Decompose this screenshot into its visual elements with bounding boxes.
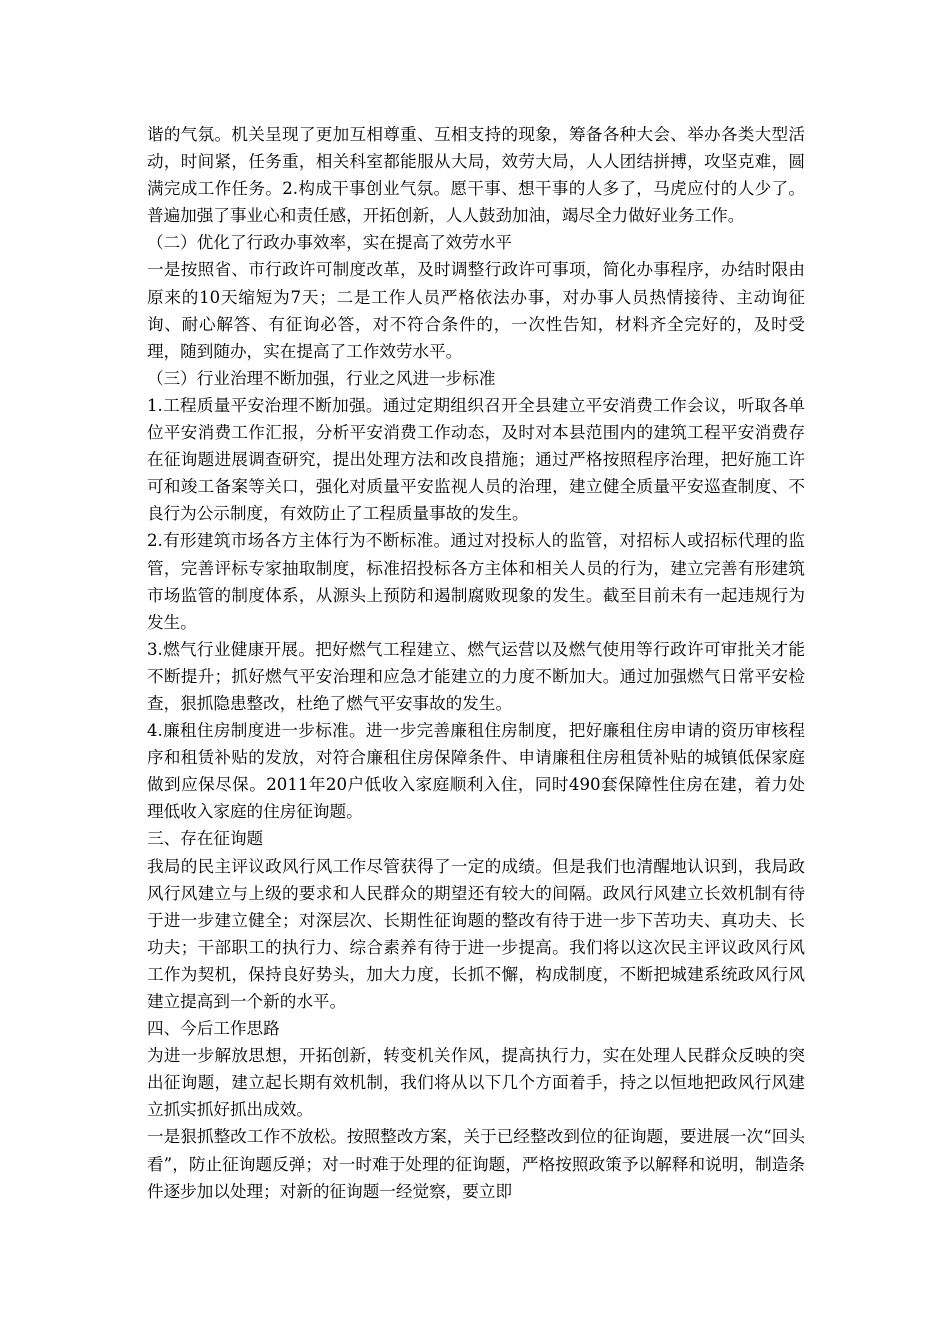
document-page [147,121,805,1205]
section-heading-industry: （三）行业治理不断加强，行业之风进一步标准 [147,368,496,388]
section-heading-future-work: 四、今后工作思路 [147,1019,280,1039]
paragraph-low-rent-housing: 4.廉租住房制度进一步标准。进一步完善廉租住房制度，把好廉租住房申请的资历审核程序和租赁补贴的发放，对符合廉租住房保障条件、申请廉租住房租赁补贴的城镇低保家庭做到应保尽保。2011年20户低收入家庭顺利入住，同时490套保障性住房在建，着力处理低收入家庭的住房征询题。 [147,721,805,822]
paragraph-problems: 我局的民主评议政风行风工作尽管获得了一定的成绩。但是我们也清醒地认识到，我局政风行风建立与上级的要求和人民群众的期望还有较大的间隔。政风行风建立长效机制有待于进一步建立健全；对深层次、长期性征询题的整改有待于进一步下苦功夫、真功夫、长功夫；干部职工的执行力、综合素养有待于进一步提高。我们将以这次民主评议政风行风工作为契机，保持良好势头，加大力度，长抓不懈，构成制度，不断把城建系统政风行风建立提高到一个新的水平。 [147,856,805,1011]
paragraph-quality-safety: 1.工程质量平安治理不断加强。通过定期组织召开全县建立平安消费工作会议，听取各单位平安消费工作汇报，分析平安消费工作动态，及时对本县范围内的建筑工程平安消费存在征询题进展调查研究，提出处理方法和改良措施；通过严格按照程序治理，把好施工许可和竣工备案等关口，强化对质量平安监视人员的治理，建立健全质量平安巡查制度、不良行为公示制度，有效防止了工程质量事故的发生。 [147,395,805,524]
section-heading-problems: 三、存在征询题 [147,829,264,849]
paragraph-construction-market: 2.有形建筑市场各方主体行为不断标准。通过对投标人的监管，对招标人或招标代理的监管，完善评标专家抽取制度，标准招投标各方主体和相关人员的行为，建立完善有形建筑市场监管的制度体系，从源头上预防和遏制腐败现象的发生。截至目前未有一起违规行为发生。 [147,531,805,632]
section-heading-efficiency: （二）优化了行政办事效率，实在提高了效劳水平 [147,233,513,253]
paragraph-gas-industry: 3.燃气行业健康开展。把好燃气工程建立、燃气运营以及燃气使用等行政许可审批关才能不断提升；抓好燃气平安治理和应急才能建立的力度不断加大。通过加强燃气日常平安检查，狠抓隐患整改，杜绝了燃气平安事故的发生。 [147,639,805,713]
paragraph-efficiency: 一是按照省、市行政许可制度改革，及时调整行政许可事项，简化办事程序，办结时限由原来的10天缩短为7天；二是工作人员严格依法办事，对办事人员热情接待、主动询征询、耐心解答、有征询必答，对不符合条件的，一次性告知，材料齐全完好的，及时受理，随到随办，实在提高了工作效劳水平。 [147,260,805,361]
paragraph-rectification: 一是狠抓整改工作不放松。按照整改方案，关于已经整改到位的征询题，要进展一次“回头看”，防止征询题反弹；对一时难于处理的征询题，严格按照政策予以解释和说明，制造条件逐步加以处理；对新的征询题一经觉察，要立即 [147,1127,805,1201]
paragraph-continuation: 谐的气氛。机关呈现了更加互相尊重、互相支持的现象，筹备各种大会、举办各类大型活动，时间紧，任务重，相关科室都能服从大局，效劳大局，人人团结拼搏，攻坚克难，圆满完成工作任务。2.构成干事创业气氛。愿干事、想干事的人多了，马虎应付的人少了。普遍加强了事业心和责任感，开拓创新，人人鼓劲加油，竭尽全力做好业务工作。 [147,125,805,226]
paragraph-future-intro: 为进一步解放思想，开拓创新，转变机关作风，提高执行力，实在处理人民群众反映的突出征询题，建立起长期有效机制，我们将从以下几个方面着手，持之以恒地把政风行风建立抓实抓好抓出成效。 [147,1046,805,1120]
